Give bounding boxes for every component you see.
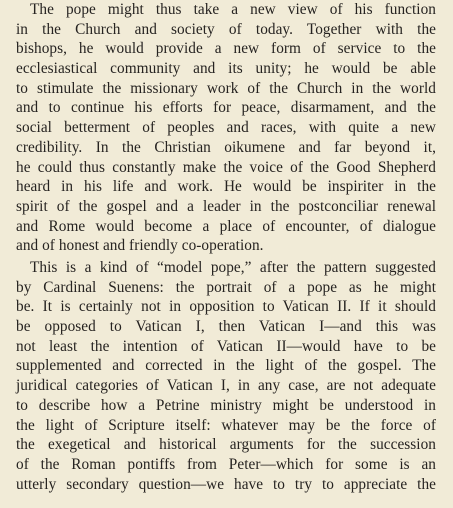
paragraph-2-line: to describe how a Petrine ministry might be understood in [16, 396, 436, 414]
paragraph-1-line: to stimulate the missionary work of the Church in the world [16, 79, 436, 97]
paragraph-2-line: the exegetical and historical arguments for the succession [16, 436, 436, 454]
paragraph-1-line: The pope might thus take a new view of his function [30, 1, 436, 18]
paragraph-2-line: of the Roman pontiffs from Peter—which for some is an [16, 455, 436, 473]
paragraph-1-line: credibility. In the Christian oikumene and far beyond it, [16, 138, 436, 156]
paragraph-2-line: not least the intention of Vatican II—would have to be [16, 337, 436, 355]
paragraph-1-line: heard in his life and work. He would be inspiriter in the [16, 178, 436, 196]
paragraph-1-line: and Rome would become a place of encounter, of dialogue [16, 217, 436, 235]
paragraph-1-line: he could thus constantly make the voice of the Good Shepherd [16, 158, 436, 176]
paragraph-1-line: social betterment of peoples and races, with quite a new [16, 119, 436, 137]
paragraph-1-line: and to continue his efforts for peace, disarmament, and the [16, 99, 436, 117]
paragraph-2-line: supplemented and corrected in the light of the gospel. The [16, 357, 436, 375]
paragraph-1 [16, 0, 436, 256]
paragraph-2-line: juridical categories of Vatican I, in any case, are not adequate [16, 377, 436, 395]
paragraph-1-line: spirit of the gospel and a leader in the postconciliar renewal [16, 197, 436, 215]
paragraph-2-line: This is a kind of “model pope,” after the pattern suggested [30, 259, 436, 276]
paragraph-1-line: ecclesiastical community and its unity; he would be able [16, 60, 436, 78]
paragraph-2-line: be. It is certainly not in opposition to Vatican II. If it should [16, 298, 436, 316]
paragraph-2 [16, 258, 436, 494]
paragraph-2-line: utterly secondary question—we have to try to appreciate the [16, 475, 436, 493]
paragraph-2-line: be opposed to Vatican I, then Vatican I—and this was [16, 318, 436, 336]
paragraph-1-line: and of honest and friendly co-operation. [16, 237, 264, 255]
paragraph-2-line: by Cardinal Suenens: the portrait of a pope as he might [16, 278, 436, 296]
paragraph-1-line: in the Church and society of today. Together with the [16, 20, 436, 38]
paragraph-2-line: the light of Scripture itself: whatever may be the force of [16, 416, 436, 434]
paragraph-1-line: bishops, he would provide a new form of service to the [16, 40, 436, 58]
